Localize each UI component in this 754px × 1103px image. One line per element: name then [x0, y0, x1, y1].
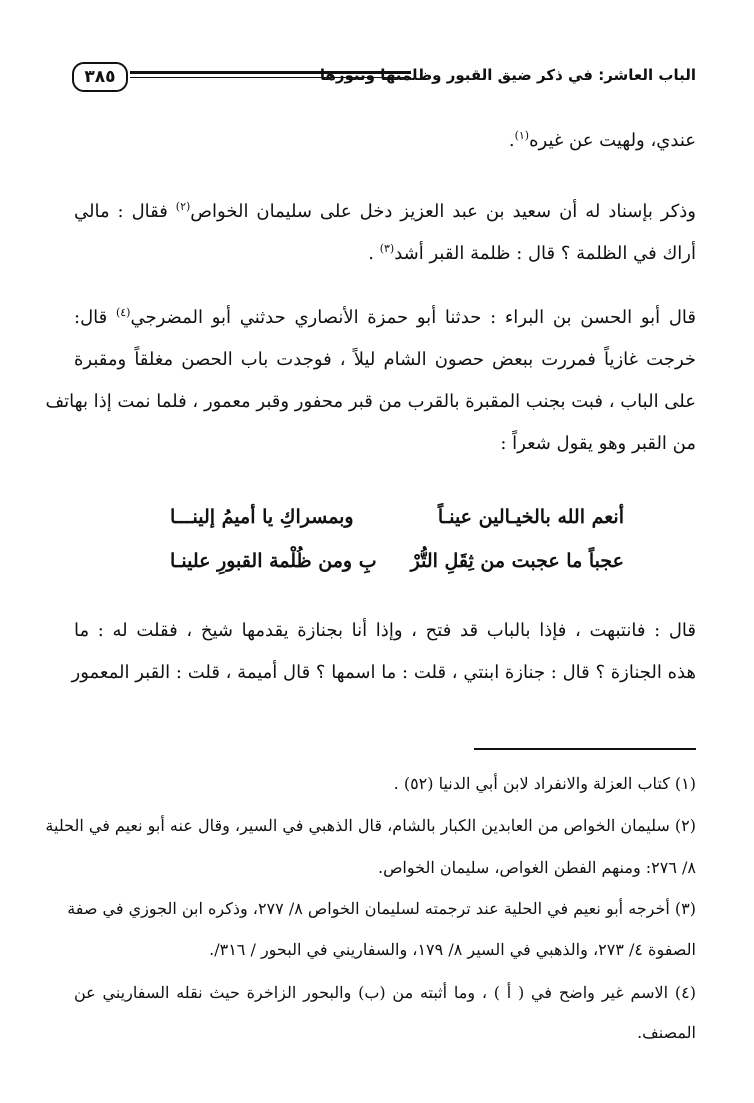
footnote-ref: (١): [514, 129, 530, 142]
footnote: (١) كتاب العزلة والانفراد لابن أبي الدنيا (٥٢) .: [393, 774, 696, 793]
verse-hemistich: أنعم الله بالخيـالين عينـاً: [437, 506, 624, 528]
verse-hemistich: عجباً ما عجبت من ثِقَلِ التُّرْ: [410, 550, 624, 572]
text-line: قال : فانتبهت ، فإذا بالباب قد فتح ، وإذا أنا بجنازة يقدمها شيخ ، فقلت له : ما: [74, 620, 696, 641]
footnote-ref: (٤): [115, 306, 131, 319]
footnote-ref: (٣): [379, 242, 395, 255]
text-line: على الباب ، فبت بجنب المقبرة بالقرب من قبر محفور وقبر معمور ، فلما نمت إذا بهاتف: [45, 391, 696, 412]
verse-hemistich: بِ ومن ظُلْمة القبورِ علينـا: [170, 550, 377, 572]
text-line: هذه الجنازة ؟ قال : جنازة ابنتي ، قلت : ما اسمها ؟ قال أميمة ، قلت : القبر المعمور: [71, 662, 696, 683]
text-line: عندي، ولهيت عن غيره$^{(١)}$.: [508, 129, 696, 151]
chapter-title: الباب العاشر: في ذكر ضيق القبور وظلمتها وتنورها: [319, 66, 696, 84]
text-line: أراك في الظلمة ؟ قال : ظلمة القبر أشد$^{(٣)}$ .: [368, 242, 696, 264]
running-header: [72, 60, 696, 94]
footnote: (٢) سليمان الخواص من العابدين الكبار بالشام، قال الذهبي في السير، وقال عنه أبو نعيم في الحلية: [45, 816, 696, 835]
footnote: المصنف.: [637, 1023, 696, 1042]
header-rule: [130, 71, 411, 78]
footnote-separator: [474, 748, 696, 750]
text-line: قال أبو الحسن بن البراء : حدثنا أبو حمزة الأنصاري حدثني أبو المضرجي$^{(٤)}$ قال:: [74, 306, 697, 328]
text-line: وذكر بإسناد له أن سعيد بن عبد العزيز دخل على سليمان الخواص$^{(٢)}$ فقال : مالي: [74, 200, 696, 222]
footnote: الصفوة ٤/ ٢٧٣، والذهبي في السير ٨/ ١٧٩، والسفاريني في البحور / ٣١٦/.: [209, 940, 696, 959]
verse-hemistich: وبمسراكِ يا أميمُ إلينـــا: [170, 506, 354, 528]
text-line: من القبر وهو يقول شعراً :: [500, 433, 696, 454]
footnote: ٨/ ٢٧٦: ومنهم الفطن الغواص، سليمان الخواص.: [378, 858, 696, 877]
footnote: (٤) الاسم غير واضح في ( أ ) ، وما أثبته من (ب) والبحور الزاخرة حيث نقله السفاريني عن: [74, 983, 697, 1002]
text-line: خرجت غازياً فمررت ببعض حصون الشام ليلاً ، فوجدت باب الحصن مغلقاً ومقبرة: [74, 349, 696, 370]
page-number: ٣٨٥: [72, 62, 128, 92]
footnote: (٣) أخرجه أبو نعيم في الحلية عند ترجمته لسليمان الخواص ٨/ ٢٧٧، وذكره ابن الجوزي في صفة: [67, 899, 696, 918]
footnote-ref: (٢): [175, 200, 191, 213]
